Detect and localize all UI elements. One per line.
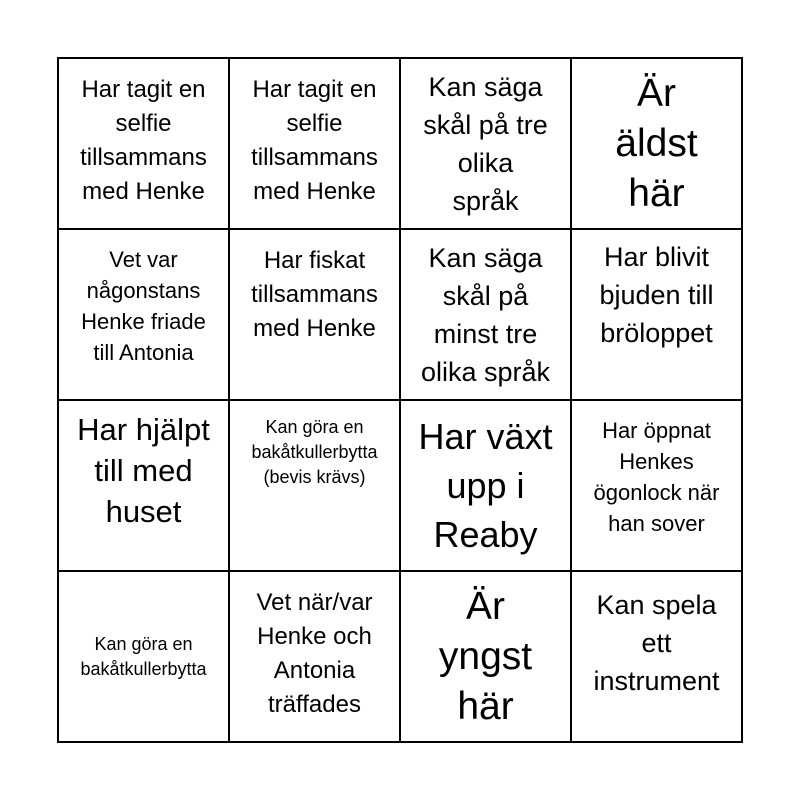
bingo-cell-16[interactable] (571, 571, 742, 742)
cell-text: Kan göra en bakåtkullerbytta (bevis krävs) (251, 417, 378, 487)
cell-text: Är äldst här (615, 71, 698, 215)
bingo-cell-12[interactable] (571, 400, 742, 571)
cell-text: Kan säga skål på minst tre olika språk (420, 242, 551, 387)
bingo-cell-4[interactable] (571, 58, 742, 229)
cell-text: Kan spela ett instrument (593, 590, 720, 696)
cell-text: Har tagit en selfie tillsammans med Henke (251, 76, 378, 205)
cell-text: Har fiskat tillsammans med Henke (251, 247, 378, 342)
bingo-cell-9[interactable] (58, 400, 229, 571)
cell-text: Vet var någonstans Henke friade till Antonia (81, 247, 206, 365)
bingo-cell-15[interactable] (400, 571, 571, 742)
cell-text: Är yngst här (438, 584, 533, 728)
cell-text: Kan göra en bakåtkullerbytta (80, 633, 207, 679)
cell-text: Kan säga skål på tre olika språk (423, 71, 548, 216)
cell-text: Har blivit bjuden till bröloppet (599, 242, 714, 348)
bingo-cell-7[interactable] (400, 229, 571, 400)
cell-text: Har hjälpt till med huset (77, 412, 210, 529)
bingo-cell-2[interactable] (229, 58, 400, 229)
bingo-cell-11[interactable] (400, 400, 571, 571)
bingo-cell-5[interactable] (58, 229, 229, 400)
bingo-cell-1[interactable] (58, 58, 229, 229)
bingo-cell-6[interactable] (229, 229, 400, 400)
bingo-card (57, 57, 743, 743)
cell-text: Har tagit en selfie tillsammans med Henke (80, 76, 207, 205)
bingo-cell-10[interactable] (229, 400, 400, 571)
cell-text: Har växt upp i Reaby (418, 416, 553, 555)
bingo-cell-13[interactable] (58, 571, 229, 742)
bingo-cell-8[interactable] (571, 229, 742, 400)
cell-text: Vet när/var Henke och Antonia träffades (256, 589, 373, 718)
bingo-cell-3[interactable] (400, 58, 571, 229)
cell-text: Har öppnat Henkes ögonlock när han sover (593, 418, 720, 536)
bingo-cell-14[interactable] (229, 571, 400, 742)
